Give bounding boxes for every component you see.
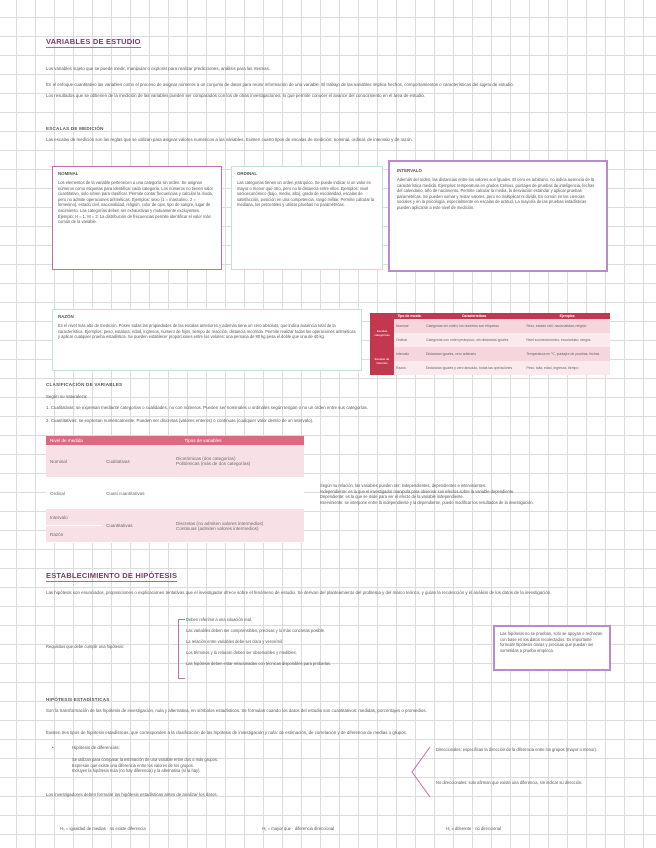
requisitos-list [186, 617, 486, 672]
estadisticas-p2: Existen tres tipos de hipótesis estadísticas, que corresponden a la clasificación de las hipótesis de investigación y nula: de estimación, de correlación y de diferencia de medias o grupos. [46, 730, 407, 735]
side-text-line: Interviniente: se interpone entre la independiente y la dependiente, puede modificar los resultados de la investigación. [320, 499, 534, 505]
box-razon [52, 309, 362, 371]
list-item: Dicotómicas (dos categorías) [176, 456, 236, 461]
box-razon-text: Es el nivel más alto de medición. Posee todas las propiedades de las escalas anteriores y además tiene un cero absoluto, que indica ausencia total de la característica. Ejemplos: peso, estatura, edad, ingresos, número de hijos, tiempo de reacción, distancia recorrida. Permite realizar todas las operaciones aritméticas y aplicar cualquier prueba estadística. Se pueden establecer proporciones entre los valores: una persona de 80 kg pesa el doble que una de 40 kg. [58, 323, 356, 340]
box-intervalo-text: Además del orden, las distancias entre los valores son iguales. El cero es arbitrario, no indica ausencia de la característica medida. Ejemplos: temperatura en grados Celsius, puntajes de pruebas de inteligencia, fechas del calendario, año de nacimiento. Permite calcular la media, la desviación estándar y aplicar pruebas paramétricas. Se pueden sumar y restar valores, pero no multiplicar ni dividir. Es común en las ciencias sociales y en la psicología, especialmente en escalas de actitud. La mayoría de las pruebas estadísticas pueden aplicarse a este nivel de medición. [397, 177, 595, 210]
bullet-label: Hipótesis de diferencias: [72, 745, 120, 750]
estadisticas-p3: Los investigadores deben formular las hipótesis estadísticas antes de analizar los datos. [46, 792, 218, 797]
box-intervalo [388, 160, 608, 272]
mini-cell: Nivel socioeconómico, escolaridad, rangos [526, 338, 591, 342]
intro-paragraph-2: En el enfoque cuantitativo las variables como el proceso de asignar números a un conjunto de datos para reunir información de una variable. El trabajo de las variables implica hechos, comportamientos o características del sujeto de estudio. [46, 82, 514, 87]
box-nominal [52, 166, 222, 270]
mini-th-tipo: Tipo de escala [394, 313, 424, 319]
cell-nivel: Razón [46, 526, 102, 543]
list-item: La relación entre variables debe ser clara y verosímil. [186, 639, 283, 644]
hipotesis-note: Las hipótesis no se prueban, solo se apoyan o rechazan con base en los datos recolectados. Es importante formular hipótesis claras y precisas que puedan ser sometidas a prueba empírica. [500, 631, 603, 653]
list-item: Incluyen la hipótesis nula (no hay diferencia) y la alternativa (sí la hay). [72, 768, 201, 774]
bracket [178, 619, 185, 679]
list-item: Discretas (no admiten valores intermedios) [176, 520, 264, 526]
variables-table [46, 436, 304, 543]
box-intervalo-title: INTERVALO [397, 168, 422, 173]
table-row [370, 333, 610, 347]
th-tipos: Tipos de variables [102, 436, 304, 445]
list-item: Los términos y la relación deben ser observables y medibles. [186, 650, 297, 655]
list-item: Las variables deben ser comprensibles, precisas y lo más concretas posible. [186, 628, 326, 633]
box-nominal-title: NOMINAL [58, 171, 79, 176]
list-item: Se utilizan para comparar la estimación de una variable entre dos o más grupos. [72, 757, 219, 762]
table-row [46, 445, 304, 478]
arrow-bracket-icon [408, 745, 432, 799]
escalas-paragraph: Las escalas de medición son las reglas que se utilizan para asignar valores numéricos a las variables. Existen cuatro tipos de escalas de medición: nominal, ordinal, de intervalo y de razón. [46, 137, 413, 142]
table-row [370, 361, 610, 375]
list-item: Deben referirse a una situación real. [186, 617, 252, 622]
mini-cell: Categorías con orden jerárquico, sin distancias iguales [426, 338, 509, 342]
heading-escalas: ESCALAS DE MEDICIÓN [46, 126, 104, 131]
footer-note-1: H₀ = igualdad de medias · no existe diferencia [60, 826, 146, 831]
bullet-icon: • [52, 745, 54, 750]
mini-th-caracteristicas: Características [424, 313, 524, 319]
hipotesis-intro: Las hipótesis son enunciados, proposiciones o explicaciones tentativas que el investigador ofrece sobre el fenómeno de estudio. Se derivan del planteamiento del problema y del marco teórico, y guían la recolección y el análisis de los datos de la investigación. [46, 590, 552, 595]
right-note-1: Direccionales: especifican la dirección de la diferencia entre los grupos (mayor o menor). [436, 747, 598, 752]
table-row [46, 509, 304, 526]
side-text [320, 483, 610, 505]
mini-cell: Categorías sin orden, los números son etiquetas [426, 324, 499, 328]
table-row [46, 478, 304, 509]
footer-note-2: H₁ = mayor que · diferencia direccional [262, 826, 335, 831]
mini-cell: Peso, talla, edad, ingresos, tiempo [526, 366, 579, 370]
cell-tipo: Cualitativas [102, 445, 172, 478]
bullet-detail [72, 757, 402, 774]
heading-hipotesis-estadisticas: HIPÓTESIS ESTADÍSTICAS [46, 697, 110, 702]
cell-nivel: Ordinal [46, 478, 102, 509]
table-row [370, 347, 610, 361]
heading-clasificacion: CLASIFICACIÓN DE VARIABLES [46, 382, 123, 387]
cell-ejemplos [172, 445, 304, 478]
box-nominal-text: Los elementos de la variable pertenecen a una categoría sin orden. Se asignan números como etiquetas para identificar cada categoría. Los números no tienen valor cuantitativo, solo sirven para clasificar. Permite contar frecuencias y calcular la moda, pero no admite operaciones aritméticas. Ejemplos: sexo (1 = masculino, 2 = femenino), estado civil, nacionalidad, religión, color de ojos, tipo de sangre, lugar de nacimiento. Las categorías deben ser exhaustivas y mutuamente excluyentes. Ejemplo: H = 1, M = 2. La distribución de frecuencias permite identificar el valor más común de la variable. [58, 180, 213, 225]
cell-nivel: Nominal [46, 445, 102, 478]
list-item: Continuas (admiten valores intermedios) [176, 525, 259, 531]
cell-tipo: Cuantitativas [102, 509, 172, 543]
footer-note-3: H₁ ≠ diferente · no direccional [446, 826, 501, 831]
clasificacion-sub: Según su naturaleza: [46, 394, 88, 399]
mini-group-label: Escalas categóricas [370, 319, 394, 347]
intro-paragraph-3: Los resultados que se obtienen de la medición de las variables pueden ser comparados con los de otras investigaciones, lo que permite conocer el avance del conocimiento en el área de estudio. [46, 93, 426, 98]
mini-cell: Nominal [396, 324, 409, 328]
side-text-line: Dependiente: es la que se mide para ver el efecto de la variable independiente. [320, 494, 464, 500]
cell-tipo: Cuasi cuantitativas [102, 478, 172, 509]
mini-cell: Sexo, estado civil, nacionalidad, religión [526, 324, 587, 328]
right-note-2: No direccionales: solo afirman que existe una diferencia, sin indicar su dirección. [436, 780, 583, 785]
box-ordinal [231, 166, 383, 270]
intro-paragraph-1: Los variables sujeto que se puede medir, manipular o explorar para realizar predicciones, análisis para las mismas. [46, 66, 271, 71]
box-razon-title: RAZÓN [58, 314, 74, 319]
list-item: Politómicas (más de dos categorías) [176, 461, 251, 466]
cell-nivel: Intervalo [46, 509, 102, 526]
mini-group-label: Escalas de intervalo [370, 347, 394, 375]
mini-cell: Distancias iguales y cero absoluto, todas las operaciones [426, 366, 513, 370]
section-title-hipotesis: ESTABLECIMIENTO DE HIPÓTESIS [46, 571, 178, 580]
list-item: Las hipótesis deben estar relacionadas con técnicas disponibles para probarlas. [186, 661, 332, 666]
estadisticas-p1: Son la transformación de las hipótesis de investigación, nula y alternativa, en símbolos estadísticos. Se formulan cuando los datos del estudio son cuantitativos: medidas, porcentajes o promedios. [46, 708, 427, 713]
side-text-line: Independiente: es la que el investigador manipula para observar sus efectos sobre la variable dependiente. [320, 488, 515, 494]
requisitos-label: Requisitos que debe cumplir una hipótesis: [46, 644, 125, 649]
mini-th-ejemplos: Ejemplos [524, 313, 610, 319]
mini-cell: Ordinal [396, 338, 407, 342]
box-ordinal-title: ORDINAL [237, 171, 258, 176]
box-ordinal-text: Las categorías tienen un orden jerárquico. Se puede indicar si un valor es mayor o menor que otro, pero no la distancia entre ellos. Ejemplos: nivel socioeconómico (bajo, medio, alto), grado de escolaridad, escalas de satisfacción, posición en una competencia, rango militar. Permite calcular la mediana, los percentiles y utilizar pruebas no paramétricas. [237, 180, 375, 208]
mini-cell: Intervalo [396, 352, 410, 356]
clasificacion-item-1: 1. Cualitativas: se expresan mediante categorías o cualidades, no con números. Pueden ser nominales u ordinales según tengan o no un orden entre sus categorías. [46, 405, 368, 410]
scales-summary-table [370, 313, 610, 375]
hipotesis-note-box [493, 625, 611, 671]
side-text-line: Según su relación, las variables pueden ser: independientes, dependientes e intervinientes. [320, 483, 487, 488]
th-nivel: Nivel de medida [46, 436, 102, 445]
list-item: Expresan que existe una diferencia entre los valores de los grupos. [72, 762, 194, 768]
mini-cell: Razón [396, 366, 406, 370]
mini-cell: Distancias iguales, cero arbitrario [426, 352, 477, 356]
table-row [370, 319, 610, 333]
section-title-variables: VARIABLES DE ESTUDIO [46, 37, 141, 46]
cell-ejemplos [172, 509, 304, 543]
clasificacion-item-2: 2. Cuantitativas: se expresan numéricamente. Pueden ser discretas (valores enteros) o continuas (cualquier valor dentro de un intervalo). [46, 418, 314, 423]
mini-cell: Temperatura en °C, puntajes de pruebas, fechas [526, 352, 600, 356]
